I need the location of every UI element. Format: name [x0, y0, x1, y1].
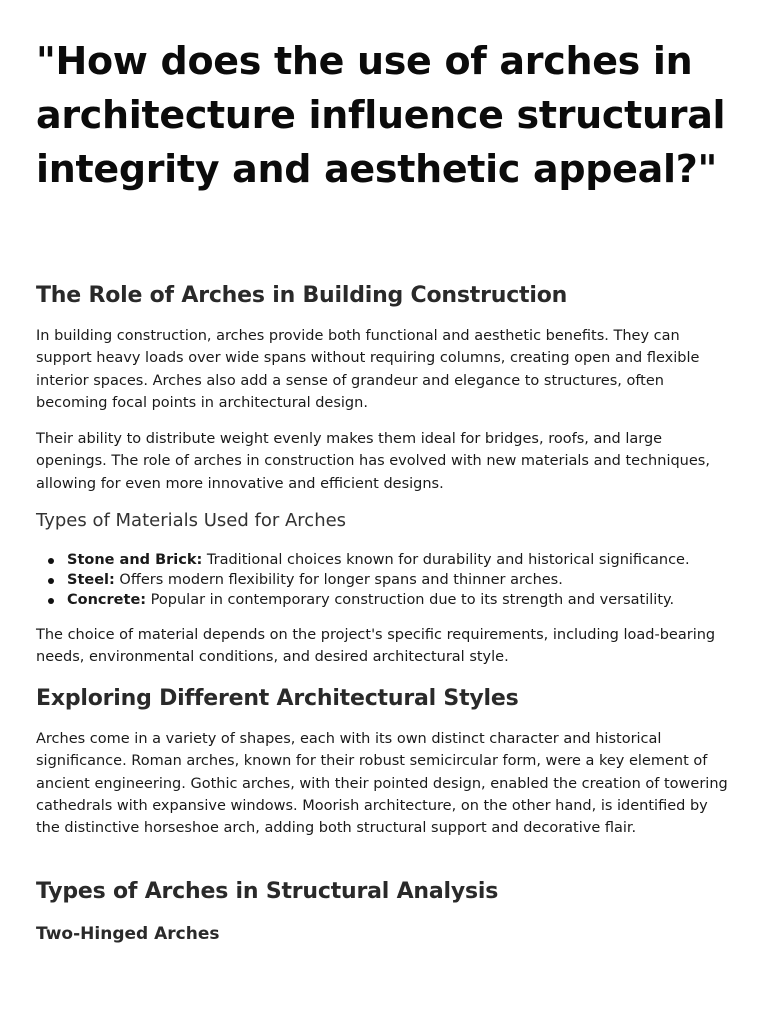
section-heading-role-of-arches: The Role of Arches in Building Construction — [36, 283, 568, 308]
material-term: Stone and Brick: — [67, 552, 203, 568]
list-item — [36, 590, 736, 610]
material-description: Popular in contemporary construction due to its strength and versatility. — [146, 592, 675, 608]
section-heading-structural-analysis: Types of Arches in Structural Analysis — [36, 879, 499, 904]
paragraph-arch-styles: Arches come in a variety of shapes, each with its own distinct character and historical significance. Roman arches, known for their robust semicircular form, were a key element of ancient engineering. Gothic arches, with their pointed design, enabled the creation of towering cathedrals with expansive windows. Moorish architecture, on the other hand, is identified by the distinctive horseshoe arch, adding both structural support and decorative flair. — [36, 731, 728, 837]
material-description: Traditional choices known for durability and historical significance. — [202, 552, 690, 568]
list-item — [36, 570, 736, 590]
page-title: "How does the use of arches in architecture influence structural integrity and aesthetic appeal?" — [36, 39, 726, 191]
materials-list — [36, 550, 736, 610]
section-heading-architectural-styles: Exploring Different Architectural Styles — [36, 686, 519, 711]
list-item — [36, 550, 736, 570]
paragraph-weight-distribution: Their ability to distribute weight evenly makes them ideal for bridges, roofs, and large openings. The role of arches in construction has evolved with new materials and techniques, allowing for even more innovative and efficient designs. — [36, 431, 710, 492]
paragraph-role-intro: In building construction, arches provide both functional and aesthetic benefits. They can support heavy loads over wide spans without requiring columns, creating open and flexible interior spaces. Arches also add a sense of grandeur and elegance to structures, often becoming focal points in architectural design. — [36, 328, 700, 411]
subheading-materials: Types of Materials Used for Arches — [36, 510, 347, 531]
paragraph-material-choice: The choice of material depends on the project's specific requirements, including load-bearing needs, environmental conditions, and desired architectural style. — [36, 627, 716, 666]
material-term: Concrete: — [67, 592, 147, 608]
material-description: Offers modern flexibility for longer spans and thinner arches. — [114, 572, 563, 588]
material-term: Steel: — [67, 572, 115, 588]
subheading-two-hinged-arches: Two-Hinged Arches — [36, 924, 220, 944]
